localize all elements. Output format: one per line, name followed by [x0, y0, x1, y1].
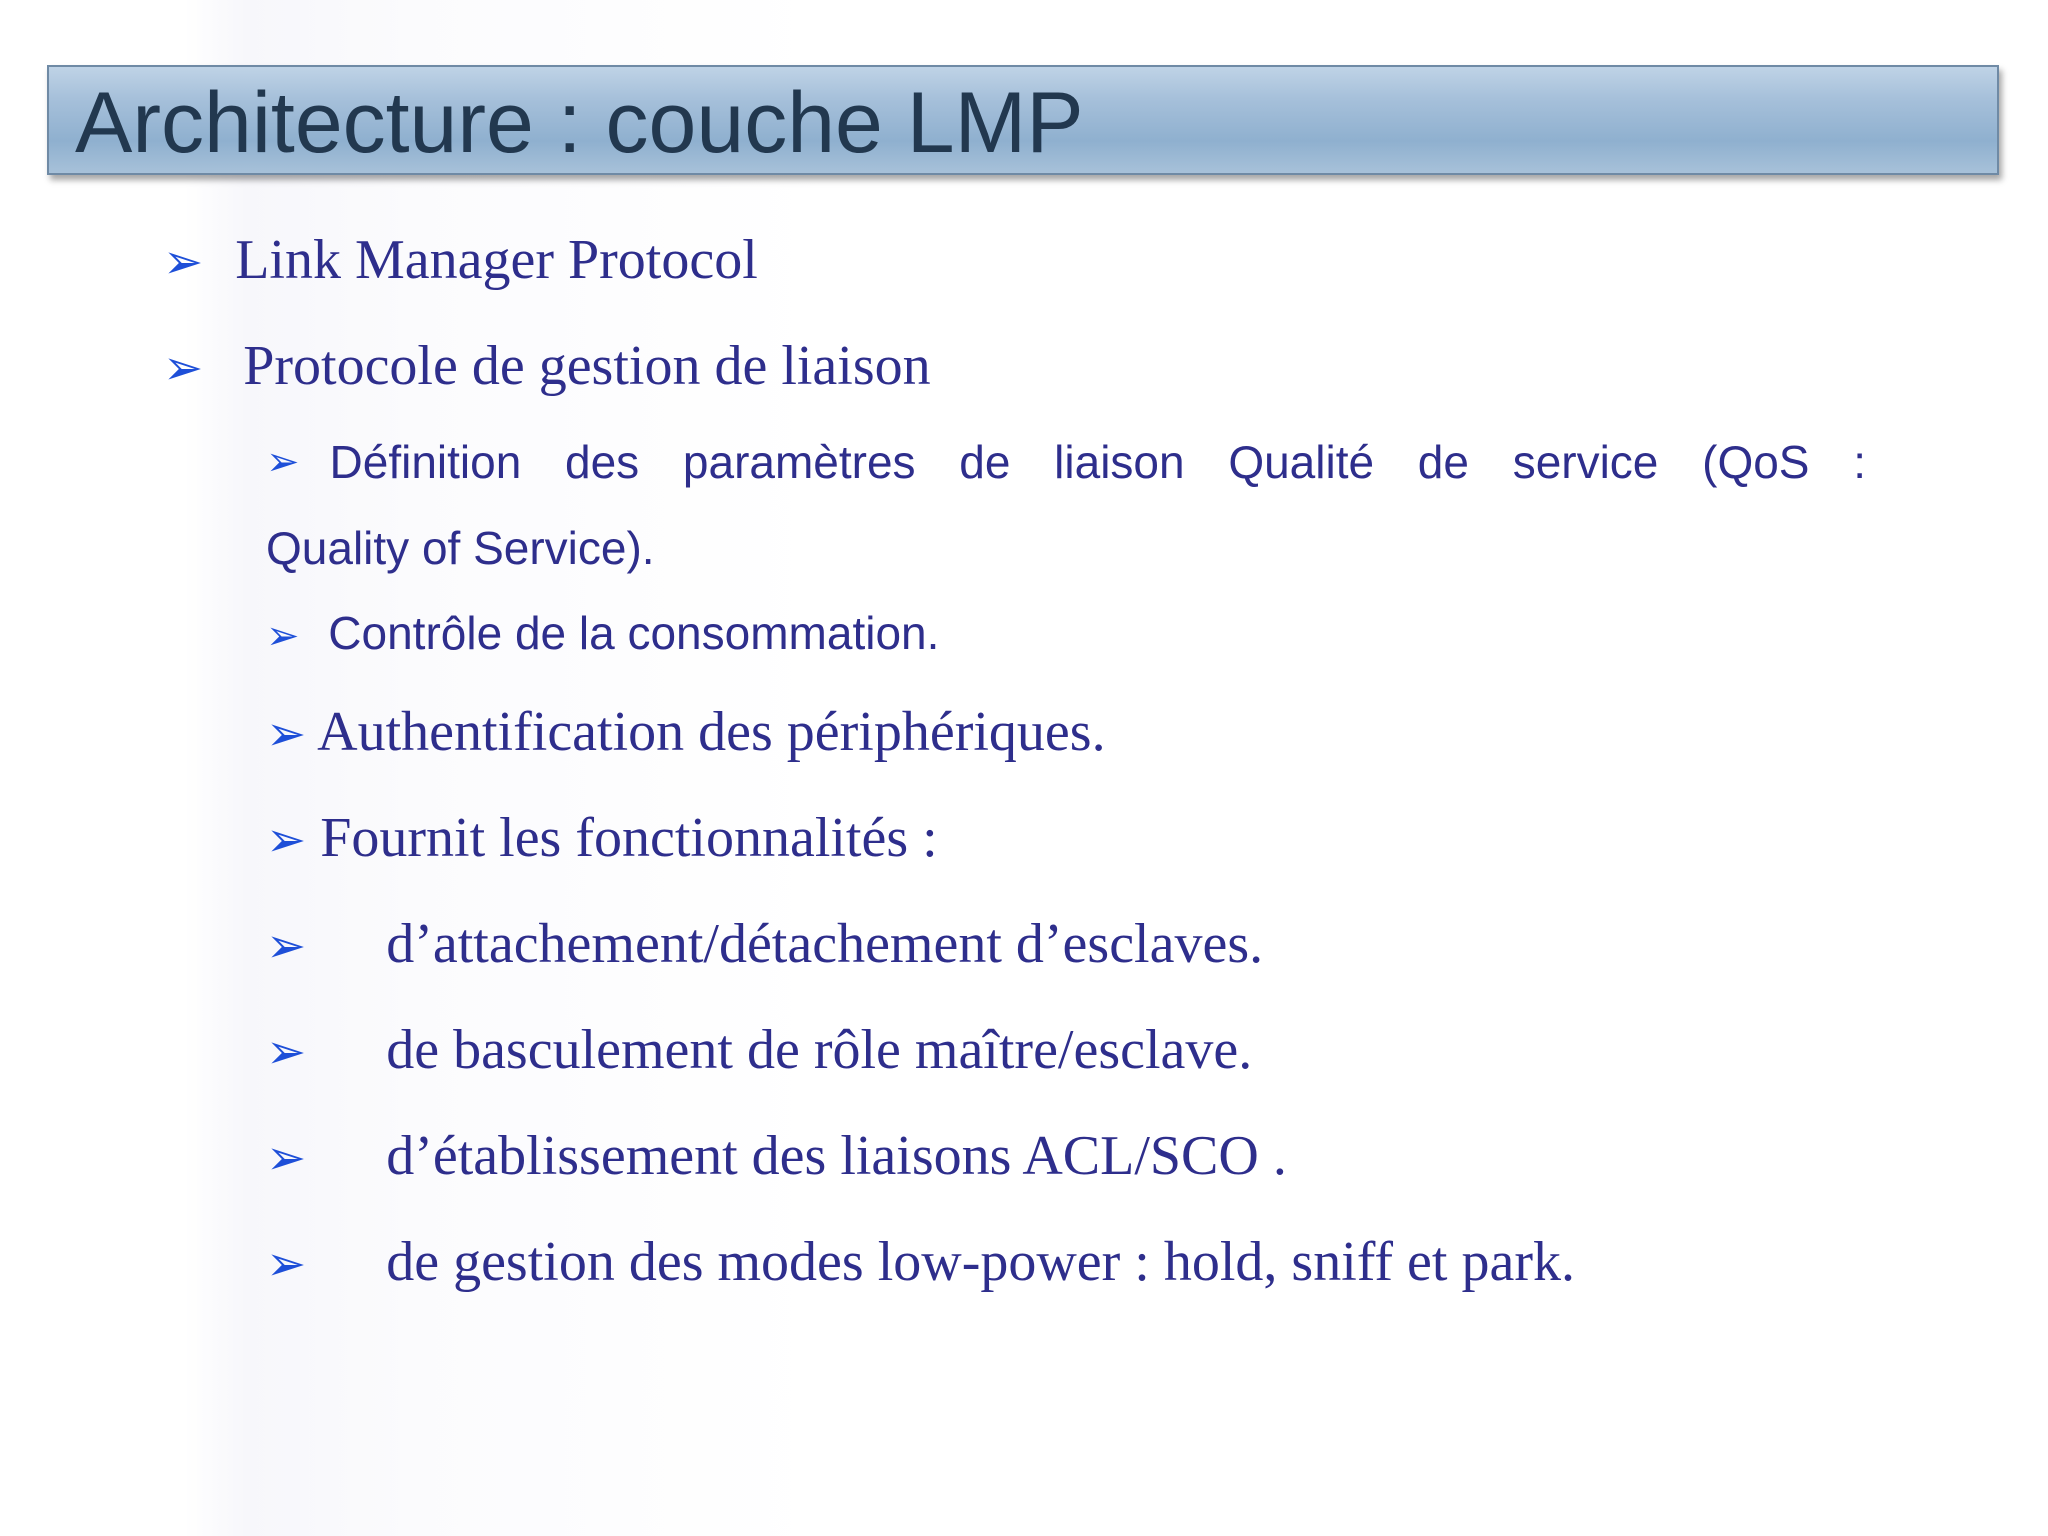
bullet-text: de basculement de rôle maître/esclave. [386, 1019, 1253, 1081]
bullet-attachement [266, 909, 1263, 982]
bullet-controle-consommation [266, 603, 939, 666]
bullet-authentification [266, 697, 1106, 770]
arrow-bullet-icon: ➢ [163, 342, 204, 395]
title-bar [47, 65, 1999, 175]
bullet-text: Authentification des périphériques. [317, 701, 1106, 763]
bullet-text: de gestion des modes low-power : hold, sniff et park. [386, 1231, 1575, 1293]
bullet-text: d’attachement/détachement d’esclaves. [386, 913, 1264, 975]
bullet-definition-parametres [266, 432, 1866, 578]
bullet-text: Définition des paramètres de liaison Qualité de service (QoS : [329, 436, 1866, 488]
bullet-text: Protocole de gestion de liaison [243, 335, 931, 397]
bullet-text: Link Manager Protocol [235, 229, 758, 291]
arrow-bullet-icon: ➢ [266, 708, 307, 761]
bullet-text: d’établissement des liaisons ACL/SCO . [386, 1125, 1287, 1187]
bullet-link-manager-protocol [163, 225, 758, 298]
bullet-fournit-fonctionnalites [266, 803, 938, 876]
bullet-etablissement [266, 1121, 1287, 1194]
bullet-protocole-gestion [163, 331, 931, 404]
arrow-bullet-icon: ➢ [266, 614, 300, 658]
bullet-text: Fournit les fonctionnalités : [320, 807, 938, 869]
bullet-basculement [266, 1015, 1252, 1088]
arrow-bullet-icon: ➢ [266, 1132, 307, 1185]
bullet-gestion-modes [266, 1227, 1575, 1300]
arrow-bullet-icon: ➢ [266, 1026, 307, 1079]
arrow-bullet-icon: ➢ [266, 1238, 307, 1291]
arrow-bullet-icon: ➢ [266, 440, 300, 484]
arrow-bullet-icon: ➢ [266, 920, 307, 973]
bullet-text: Contrôle de la consommation. [328, 607, 940, 659]
arrow-bullet-icon: ➢ [163, 236, 204, 289]
slide-title: Architecture : couche LMP [75, 75, 1084, 171]
bullet-text-continuation: Quality of Service). [266, 522, 655, 574]
arrow-bullet-icon: ➢ [266, 814, 307, 867]
